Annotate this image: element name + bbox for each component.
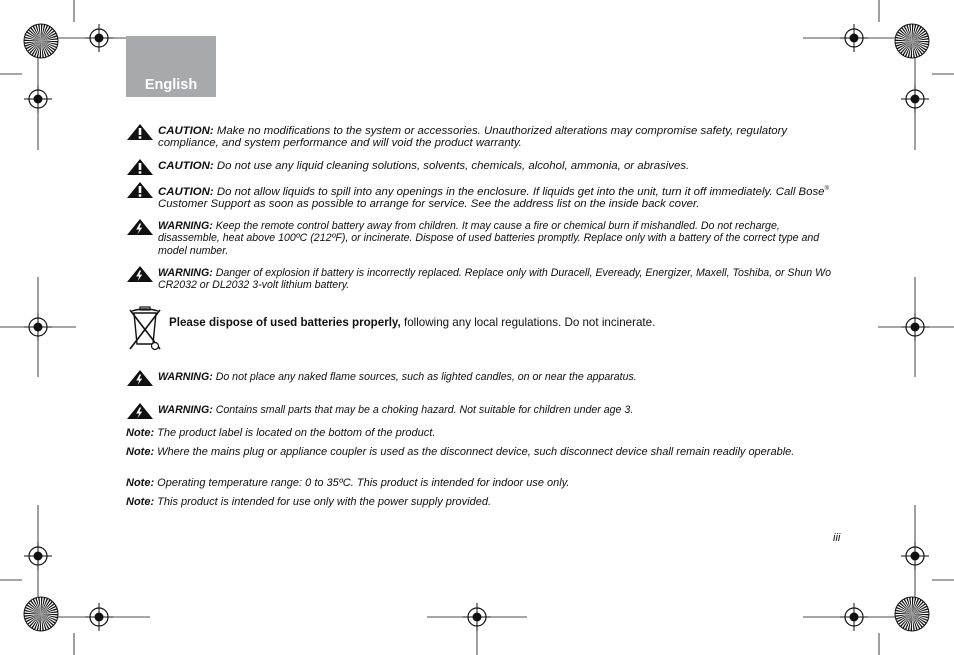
star-target-spoke [895,610,912,614]
star-target-spoke [906,598,912,614]
star-target-spoke [41,33,56,42]
registration-target-dot [95,613,104,622]
star-target-spoke [27,614,41,625]
registration-target-dot [34,95,43,104]
star-target-spoke [897,614,912,623]
star-target-spoke [28,29,41,41]
star-target-spoke [24,37,41,41]
registration-target-dot [473,613,482,622]
star-target-spoke [912,606,927,615]
star-target-spoke [900,41,912,54]
note-label: Note: [126,477,155,489]
note-text: The product label is located on the bottom of the product. [157,427,436,439]
star-target-spoke [912,41,918,57]
star-target-spoke [898,41,912,52]
star-target-spoke [899,29,912,41]
star-target-spoke [912,601,924,614]
star-target-spoke [912,41,927,51]
star-target-spoke [912,41,929,42]
star-target-spoke [25,34,41,41]
crossed-out-bin-icon [128,306,162,352]
star-target-spoke [912,614,928,621]
star-target-spoke [41,608,57,614]
star-target-spoke [41,41,54,53]
star-target-spoke [30,27,41,41]
star-target-spoke [912,38,929,41]
star-target-spoke [911,614,912,631]
star-target-spoke [912,26,922,41]
star-target-spoke [31,614,41,629]
star-target-spoke [895,41,912,44]
star-target-spoke [896,41,912,47]
note-text: Where the mains plug or appliance coupler is used as the disconnect device, such disconnect device shall remain readily operable. [157,446,795,458]
star-target-spoke [25,614,41,620]
star-target-spoke [41,41,47,57]
page-number: iii [833,532,841,544]
star-target-spoke [912,614,929,618]
star-target-spoke [912,41,921,56]
star-target-spoke [912,33,927,42]
star-target-spoke [40,41,41,58]
star-target-spoke [904,599,913,614]
warning-text: Do not place any naked flame sources, such as lighted candles, on or near the apparatus. [215,371,637,383]
star-target-spoke [909,597,912,614]
star-target-spoke [912,41,929,45]
star-target-spoke [902,41,912,56]
star-target-spoke [912,28,924,41]
star-target-spoke [30,600,41,614]
registration-target-dot [95,34,104,43]
star-target-spoke [41,614,44,631]
star-target-spoke [41,28,53,41]
star-target-spoke [912,597,916,614]
star-target-spoke [38,597,41,614]
registration-target-dot [911,552,920,561]
star-target-spoke [895,40,912,41]
star-target-spoke [905,41,912,57]
star-target-spoke [24,41,41,44]
caution-triangle-icon [126,181,154,199]
star-target-spoke [912,597,913,614]
registration-target [845,608,863,626]
registration-target [468,608,486,626]
star-target-spoke [41,24,45,41]
star-target-spoke [895,613,912,614]
warning-text: Keep the remote control battery away from children. It may cause a fire or chemical burn if mishandled. Do not recharge, disassemble, heat above 100ºC (212ºF), or incinerate. Dispose of used batteries promptly. Replace only with a battery of the correct type and model number. [158,220,820,257]
star-target-spoke [41,614,57,621]
star-target-spoke [40,614,41,631]
star-target [895,24,929,58]
star-target-spoke [912,614,927,624]
star-target-spoke [26,41,41,50]
star-target-spoke [897,604,912,614]
star-target-spoke [912,611,929,614]
star-target-spoke [41,614,52,628]
star-target-spoke [898,614,912,625]
registration-target-dot [911,323,920,332]
star-target-spoke [27,41,41,52]
star-target-spoke [26,604,41,614]
note-entry [126,477,842,489]
caution-entry [126,125,842,150]
warning-entry [126,267,842,292]
star-target-spoke [28,602,41,614]
star-target-spoke [41,41,58,45]
caution-text: Make no modifications to the system or accessories. Unauthorized alterations may compromise safety, regulatory compliance, and system performance and will void the product warranty. [158,125,788,150]
registration-target [906,318,924,336]
warning-triangle-icon [126,265,154,283]
star-target-spoke [900,614,912,627]
star-target-spoke [41,603,55,614]
star-target-spoke [912,614,918,630]
star-target-spoke [37,614,41,631]
star-target-spoke [25,41,41,47]
registration-target [29,547,47,565]
star-target-spoke [912,24,913,41]
star-target-spoke [897,41,912,50]
star-target-spoke [41,41,58,42]
warning-triangle-icon [126,218,154,236]
star-target-spoke [41,614,47,630]
star-target-spoke [911,41,912,58]
star-target-spoke [41,599,51,614]
registration-target-dot [850,613,859,622]
registration-target [90,29,108,47]
star-target-spoke [912,41,923,55]
caution-triangle-icon [126,123,154,141]
star-target-spoke [912,25,919,41]
warning-triangle-icon [126,369,154,387]
warning-triangle-icon [126,402,154,420]
star-target-spoke [41,41,57,48]
star-target-spoke [26,31,41,41]
registration-target [906,90,924,108]
star-target-spoke [908,41,912,58]
star-target-spoke [24,613,41,614]
caution-text: Do not use any liquid cleaning solutions, solvents, chemicals, alcohol, ammonia, or abrasives. [216,160,690,172]
star-target-spoke [912,608,928,614]
battery-disposal-notice [126,306,842,352]
star-target-spoke [34,614,41,630]
caution-label: CAUTION: [158,185,214,198]
star-target-spoke [33,599,42,614]
star-target-spoke [912,35,928,41]
star-target-spoke [34,41,41,57]
star-target-spoke [912,614,921,629]
star-target-spoke [38,24,41,41]
note-entry [126,427,842,439]
warning-text: Contains small parts that may be a choking hazard. Not suitable for children under age 3. [215,404,634,416]
star-target-spoke [41,597,45,614]
star-target-spoke [41,41,56,51]
star-target-spoke [912,24,916,41]
caution-text: Do not allow liquids to spill into any openings in the enclosure. If liquids get into the unit, turn it off immediately. Call Bose [216,185,825,198]
star-target-spoke [41,35,57,41]
star-target-spoke [912,599,922,614]
star-target-spoke [896,607,912,614]
star-target-spoke [909,24,912,41]
warning-label: WARNING: [158,267,213,279]
star-target-spoke [41,26,51,41]
star-target-spoke [908,614,912,631]
warning-entry [126,371,842,383]
warning-label: WARNING: [158,220,213,232]
registration-target-dot [34,552,43,561]
star-target-spoke [41,606,56,615]
registration-target [90,608,108,626]
registration-target-dot [850,34,859,43]
registration-target [906,547,924,565]
star-target-spoke [901,600,912,614]
star-target-spoke [912,614,929,615]
star-target-spoke [912,603,926,614]
star-target-spoke [895,614,912,617]
star-target-spoke [24,614,41,617]
note-label: Note: [126,427,155,439]
star-target-spoke [912,598,919,614]
star-target-spoke [33,26,42,41]
warning-label: WARNING: [158,371,213,383]
star-target-spoke [41,614,54,626]
star-target-spoke [24,40,41,41]
star-target-spoke [29,614,41,627]
star-target-spoke [895,37,912,41]
note-label: Note: [126,446,155,458]
warning-label: WARNING: [158,404,213,416]
star-target-spoke [41,25,48,41]
note-text: Operating temperature range: 0 to 35ºC. This product is intended for indoor use only. [157,477,570,489]
registration-target [29,318,47,336]
dispose-text: following any local regulations. Do not incinerate. [400,316,656,329]
star-target-spoke [31,41,41,56]
warning-entry [126,404,842,416]
star-target-spoke [899,602,912,614]
registration-target [845,29,863,47]
star-target-spoke [41,38,58,41]
star-target-spoke [896,34,912,41]
star-target-spoke [41,41,44,58]
star-target-spoke [41,24,42,41]
star-target-spoke [897,31,912,41]
star-target-spoke [41,614,50,629]
registration-target [29,90,47,108]
star-target-spoke [41,601,53,614]
star-target-spoke [41,614,58,615]
registration-target-dot [34,323,43,332]
star-target-spoke [35,598,41,614]
caution-entry [126,160,842,172]
note-entry [126,496,842,508]
language-tab [126,36,216,97]
star-target-spoke [896,614,912,620]
star-target-spoke [912,614,915,631]
star-target-spoke [906,25,912,41]
star-target-spoke [41,41,50,56]
star-target-spoke [41,598,48,614]
caution-triangle-icon [126,158,154,176]
note-entry [126,446,842,458]
star-target-spoke [901,27,912,41]
dispose-bold-text: Please dispose of used batteries properly, [169,316,401,329]
star-target-spoke [912,41,925,53]
star-target-spoke [41,30,55,41]
star-target-spoke [904,26,913,41]
star-target-spoke [41,614,56,624]
star-target-spoke [37,41,41,58]
star-target-spoke [912,614,923,628]
note-label: Note: [126,496,155,508]
warning-entry [126,220,842,257]
star-target-spoke [912,614,925,626]
star-target-spoke [41,614,58,618]
star-target-spoke [912,41,928,48]
star-target-spoke [35,25,41,41]
star-target-spoke [26,614,41,623]
registered-mark: ® [824,186,829,192]
note-text: This product is intended for use only with the power supply provided. [157,496,492,508]
star-target-spoke [25,607,41,614]
caution-label: CAUTION: [158,125,214,137]
star-target-spoke [912,30,926,41]
warning-text: Danger of explosion if battery is incorrectly replaced. Replace only with Duracell, Eveready, Energizer, Maxell, Toshiba, or Shun Wo CR2032 or DL2032 3-volt lithium battery. [158,267,832,292]
star-target-spoke [29,41,41,54]
language-tab-label: English [144,77,198,93]
star-target [895,597,929,631]
star-target-spoke [912,41,915,58]
star-target-spoke [902,614,912,629]
star-target-spoke [24,610,41,614]
registration-target-dot [911,95,920,104]
caution-label: CAUTION: [158,160,214,172]
star-target [24,597,58,631]
star-target-spoke [905,614,912,630]
caution-text-continued: Customer Support as soon as possible to arrange for service. See the address list on the inside back cover. [158,198,700,211]
caution-entry [126,183,842,211]
star-target-spoke [41,597,42,614]
star-target-spoke [41,611,58,614]
star-target-spoke [41,41,52,55]
star-target [24,24,58,58]
